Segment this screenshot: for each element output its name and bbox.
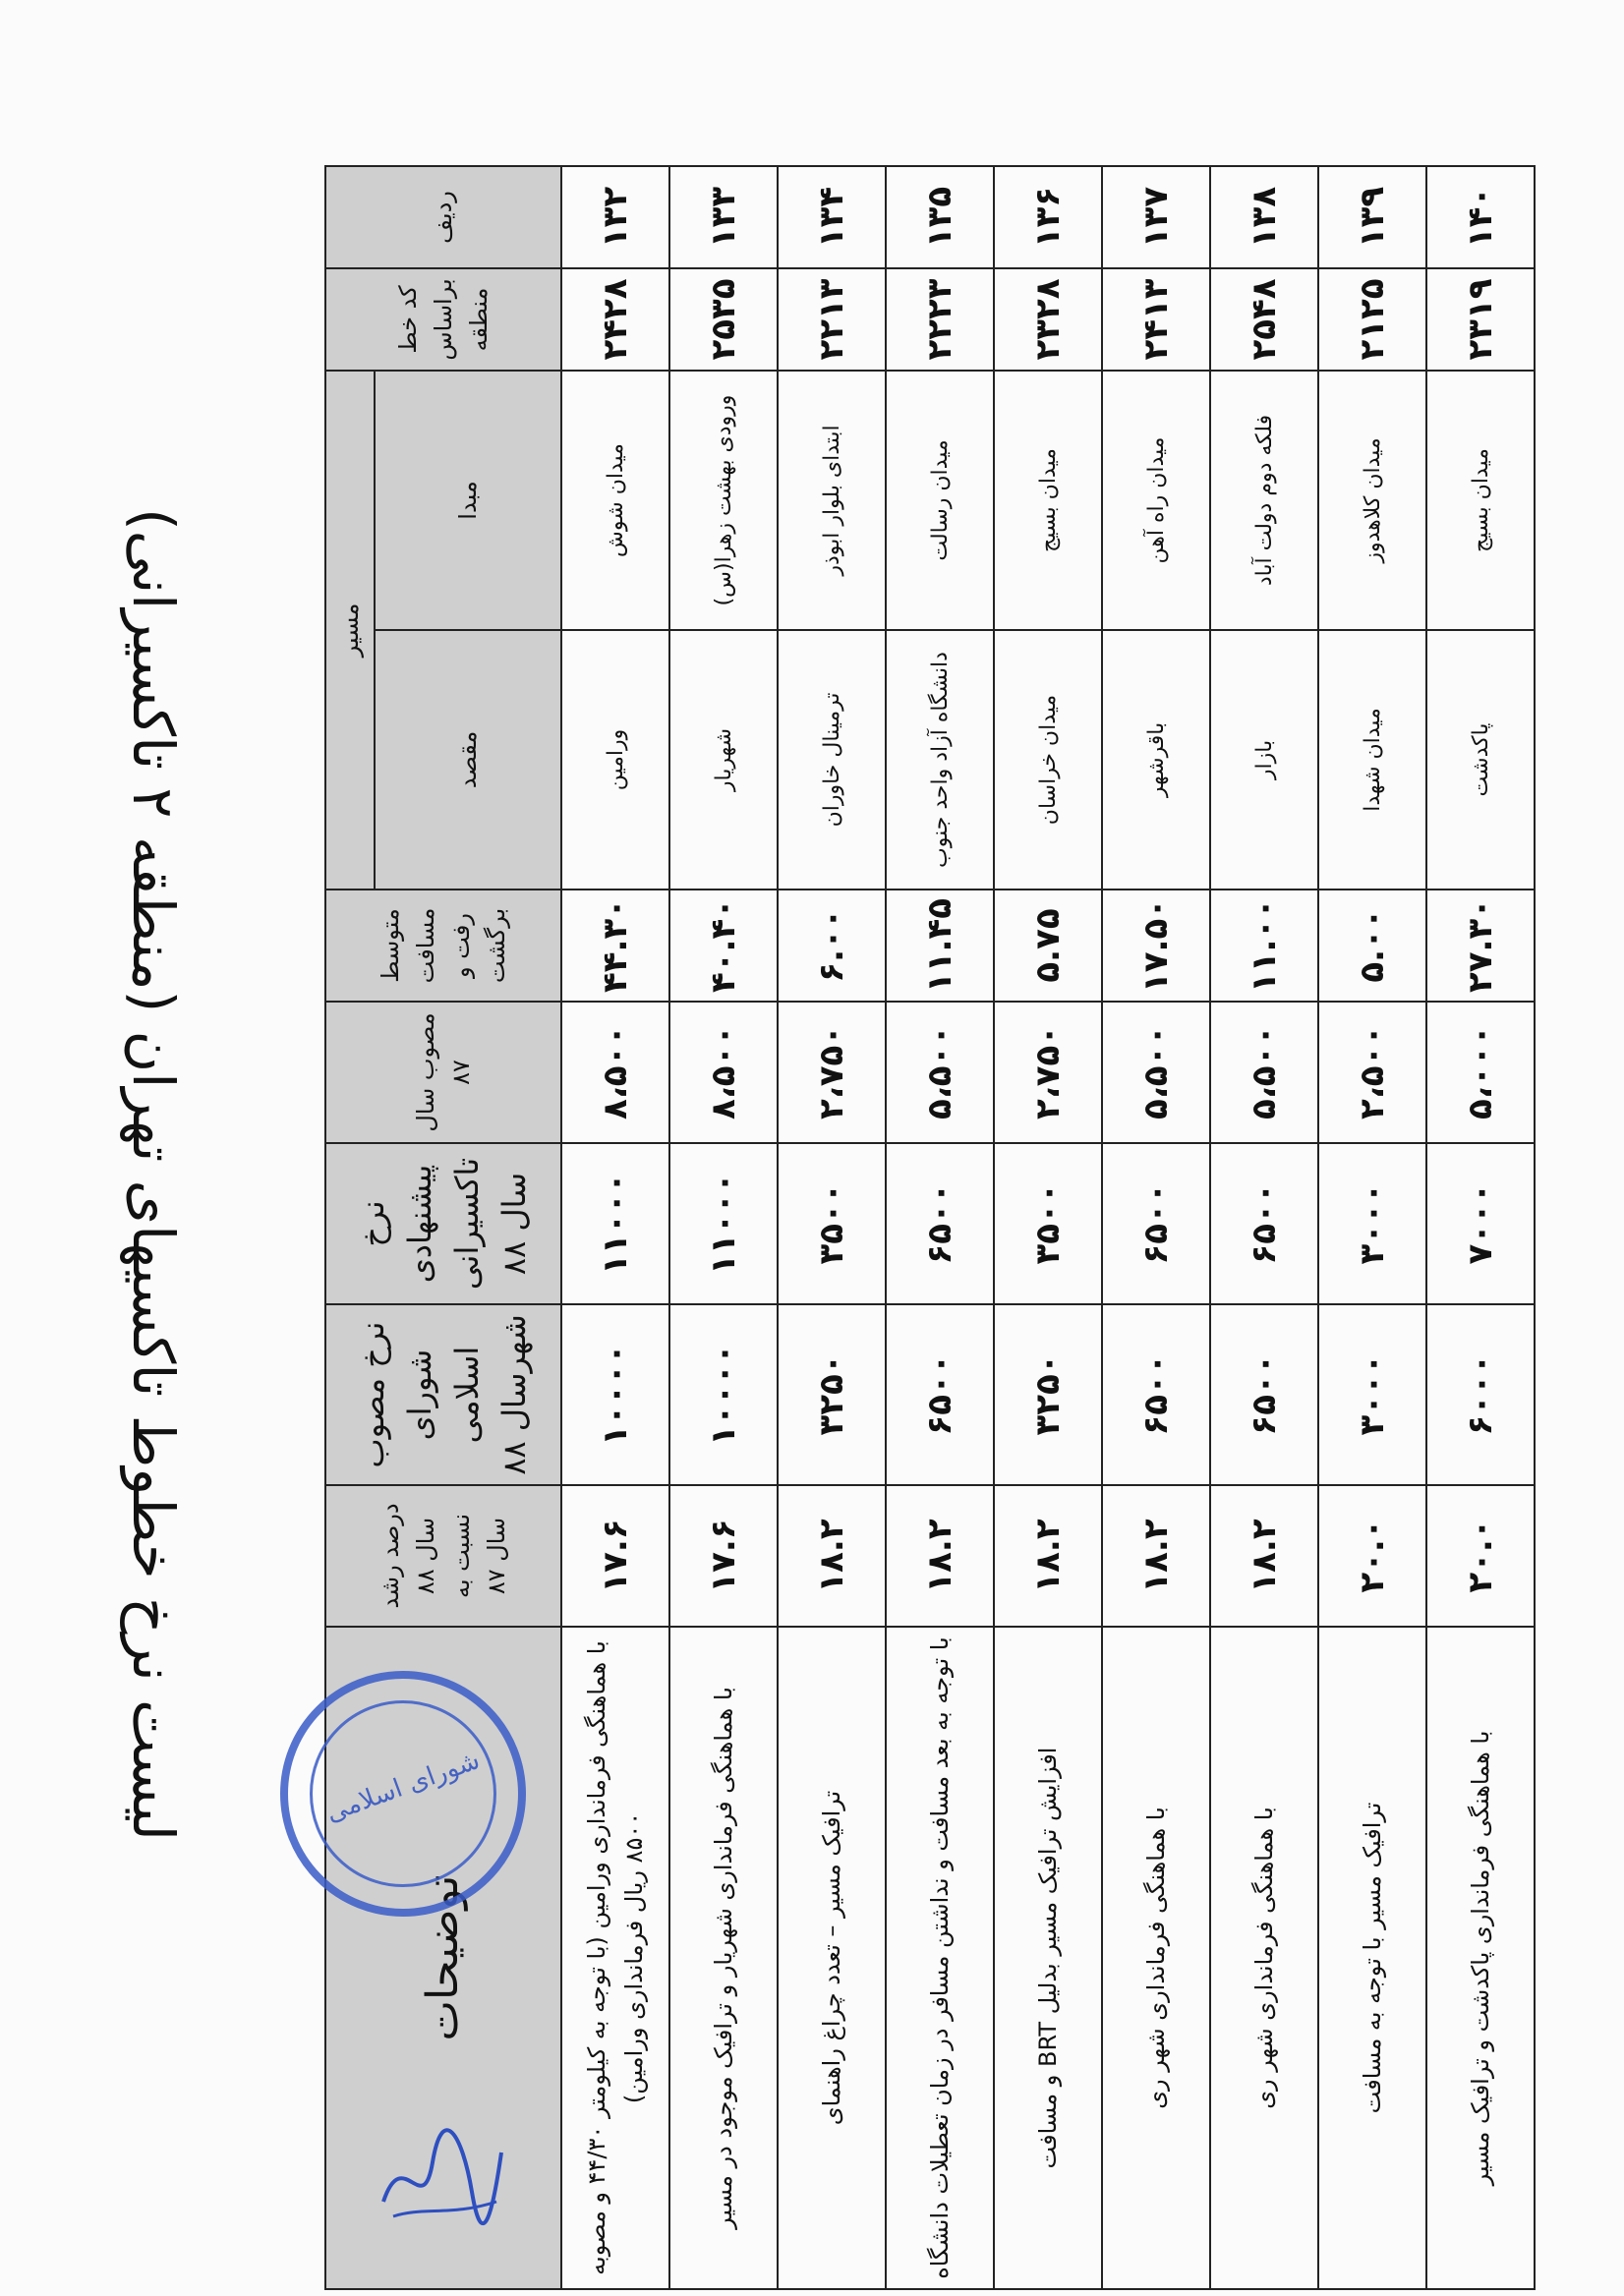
cell-origin: میدان راه آهن (1102, 371, 1210, 630)
table-row (561, 166, 669, 2289)
cell-line-code: ۲۵۳۵ (669, 268, 778, 371)
cell-fare-87: ۲،۷۵۰ (994, 1002, 1102, 1143)
cell-approved-88: ۱۰۰۰۰ (561, 1304, 669, 1485)
cell-distance: ۲۷.۳۰ (1426, 890, 1535, 1002)
cell-notes: با هماهنگی فرمانداری شهریار و ترافیک موجود در مسیر (669, 1627, 778, 2289)
table-row (994, 166, 1102, 2289)
header-origin: مبدا (375, 371, 561, 630)
cell-fare-87: ۵،۵۰۰ (1210, 1002, 1318, 1143)
cell-fare-87: ۵،۵۰۰ (1102, 1002, 1210, 1143)
cell-proposed-88: ۷۰۰۰ (1426, 1143, 1535, 1304)
cell-distance: ۱۱.۰۰ (1210, 890, 1318, 1002)
cell-line-code: ۲۴۱۳ (1102, 268, 1210, 371)
fare-table (324, 165, 1536, 2290)
header-fare-87: مصوب سال ۸۷ (325, 1002, 561, 1143)
stamp-text: شورای اسلامی (321, 1745, 485, 1829)
cell-origin: ابتدای بلوار ابوذر (778, 371, 886, 630)
signature-icon (374, 2123, 511, 2231)
cell-origin: میدان شوش (561, 371, 669, 630)
cell-distance: ۱۱.۴۵ (886, 890, 994, 1002)
cell-approved-88: ۶۰۰۰ (1426, 1304, 1535, 1485)
cell-distance: ۴۴.۳۰ (561, 890, 669, 1002)
table-header-row (325, 166, 375, 2289)
cell-approved-88: ۶۵۰۰ (1102, 1304, 1210, 1485)
cell-notes: با توجه به بعد مسافت و نداشتن مسافر در زمان تعطیلات دانشگاه (886, 1627, 994, 2289)
cell-growth: ۱۸.۲ (1210, 1485, 1318, 1627)
header-row-number: ردیف (325, 166, 561, 268)
table-row (1102, 166, 1210, 2289)
cell-notes: افزایش ترافیک مسیر بدلیل BRT و مسافت (994, 1627, 1102, 2289)
cell-line-code: ۲۵۴۸ (1210, 268, 1318, 371)
cell-fare-87: ۸،۵۰۰ (669, 1002, 778, 1143)
cell-proposed-88: ۱۱۰۰۰ (561, 1143, 669, 1304)
official-stamp (280, 1671, 526, 1917)
header-route: مسیر (325, 371, 375, 890)
cell-row-number: ۱۳۴ (778, 166, 886, 268)
cell-notes: با هماهنگی فرمانداری پاکدشت و ترافیک مسیر (1426, 1627, 1535, 2289)
cell-proposed-88: ۳۵۰۰ (778, 1143, 886, 1304)
cell-destination: دانشگاه آزاد واحد جنوب (886, 630, 994, 890)
cell-destination: بازار (1210, 630, 1318, 890)
cell-proposed-88: ۶۵۰۰ (1102, 1143, 1210, 1304)
header-notes: توضیحات (325, 1627, 561, 2289)
cell-approved-88: ۳۲۵۰ (994, 1304, 1102, 1485)
table-row (886, 166, 994, 2289)
cell-row-number: ۱۳۷ (1102, 166, 1210, 268)
cell-line-code: ۲۳۲۸ (994, 268, 1102, 371)
cell-notes: با هماهنگی فرمانداری شهر ری (1102, 1627, 1210, 2289)
cell-fare-87: ۸،۵۰۰ (561, 1002, 669, 1143)
cell-row-number: ۱۳۸ (1210, 166, 1318, 268)
cell-proposed-88: ۶۵۰۰ (886, 1143, 994, 1304)
cell-row-number: ۱۳۵ (886, 166, 994, 268)
cell-proposed-88: ۳۰۰۰ (1318, 1143, 1426, 1304)
cell-row-number: ۱۳۲ (561, 166, 669, 268)
cell-approved-88: ۳۲۵۰ (778, 1304, 886, 1485)
header-proposed-88: نرخ پیشنهادی تاکسیرانی سال ۸۸ (325, 1143, 561, 1304)
cell-line-code: ۲۲۲۳ (886, 268, 994, 371)
cell-origin: میدان کلاهدوز (1318, 371, 1426, 630)
cell-destination: میدان خراسان (994, 630, 1102, 890)
cell-destination: باقرشهر (1102, 630, 1210, 890)
cell-approved-88: ۶۵۰۰ (886, 1304, 994, 1485)
cell-row-number: ۱۳۳ (669, 166, 778, 268)
cell-growth: ۱۷.۶ (561, 1485, 669, 1627)
cell-line-code: ۲۱۲۵ (1318, 268, 1426, 371)
cell-notes: با هماهنگی فرمانداری ورامین (با توجه به کیلومتر ۴۴/۳۰ و مصوبه ۸۵۰۰ ریال فرمانداری ورامین) (561, 1627, 669, 2289)
header-approved-88: نرخ مصوب شورای اسلامی شهرسال ۸۸ (325, 1304, 561, 1485)
cell-distance: ۴۰.۴۰ (669, 890, 778, 1002)
cell-proposed-88: ۶۵۰۰ (1210, 1143, 1318, 1304)
cell-notes: ترافیک مسیر با توجه به مسافت (1318, 1627, 1426, 2289)
cell-origin: ورودی بهشت زهرا(س) (669, 371, 778, 630)
header-growth: درصد رشد سال ۸۸ نسبت به سال ۸۷ (325, 1485, 561, 1627)
cell-distance: ۶.۰۰ (778, 890, 886, 1002)
header-destination: مقصد (375, 630, 561, 890)
table-row (669, 166, 778, 2289)
cell-row-number: ۱۳۹ (1318, 166, 1426, 268)
table-body (561, 166, 1535, 2289)
header-distance: متوسط مسافت رفت و برگشت (325, 890, 561, 1002)
cell-growth: ۲۰.۰ (1318, 1485, 1426, 1627)
header-line-code: کد خط براساس منطقه (325, 268, 561, 371)
cell-growth: ۱۸.۲ (994, 1485, 1102, 1627)
rotated-sheet (49, 59, 1622, 2290)
table-row (1210, 166, 1318, 2289)
table-row (1426, 166, 1535, 2289)
cell-line-code: ۲۴۲۸ (561, 268, 669, 371)
cell-growth: ۱۸.۲ (1102, 1485, 1210, 1627)
cell-notes: ترافیک مسیر – تعدد چراغ راهنمای (778, 1627, 886, 2289)
cell-approved-88: ۶۵۰۰ (1210, 1304, 1318, 1485)
cell-proposed-88: ۱۱۰۰۰ (669, 1143, 778, 1304)
cell-approved-88: ۱۰۰۰۰ (669, 1304, 778, 1485)
cell-destination: شهریار (669, 630, 778, 890)
cell-destination: پاکدشت (1426, 630, 1535, 890)
cell-origin: میدان رسالت (886, 371, 994, 630)
cell-approved-88: ۳۰۰۰ (1318, 1304, 1426, 1485)
cell-origin: میدان بسیج (994, 371, 1102, 630)
cell-fare-87: ۲،۵۰۰ (1318, 1002, 1426, 1143)
page-title: لیست نرخ خطوط تاکسیهای تهران (منطقه ۲ تاکسیرانی) (120, 508, 187, 1841)
cell-row-number: ۱۳۶ (994, 166, 1102, 268)
cell-destination: ورامین (561, 630, 669, 890)
cell-fare-87: ۵،۵۰۰ (886, 1002, 994, 1143)
cell-notes: با هماهنگی فرمانداری شهر ری (1210, 1627, 1318, 2289)
cell-line-code: ۲۲۱۳ (778, 268, 886, 371)
cell-fare-87: ۲،۷۵۰ (778, 1002, 886, 1143)
cell-distance: ۵.۰۰ (1318, 890, 1426, 1002)
cell-distance: ۵.۷۵ (994, 890, 1102, 1002)
table-row (778, 166, 886, 2289)
cell-growth: ۱۷.۶ (669, 1485, 778, 1627)
cell-growth: ۱۸.۲ (778, 1485, 886, 1627)
cell-growth: ۲۰.۰ (1426, 1485, 1535, 1627)
table-row (1318, 166, 1426, 2289)
cell-growth: ۱۸.۲ (886, 1485, 994, 1627)
cell-row-number: ۱۴۰ (1426, 166, 1535, 268)
cell-origin: میدان بسیج (1426, 371, 1535, 630)
cell-line-code: ۲۳۱۹ (1426, 268, 1535, 371)
cell-destination: ترمینال خاوران (778, 630, 886, 890)
cell-fare-87: ۵،۰۰۰ (1426, 1002, 1535, 1143)
cell-origin: فلکه دوم دولت آباد (1210, 371, 1318, 630)
cell-proposed-88: ۳۵۰۰ (994, 1143, 1102, 1304)
cell-destination: میدان شهدا (1318, 630, 1426, 890)
cell-distance: ۱۷.۵۰ (1102, 890, 1210, 1002)
